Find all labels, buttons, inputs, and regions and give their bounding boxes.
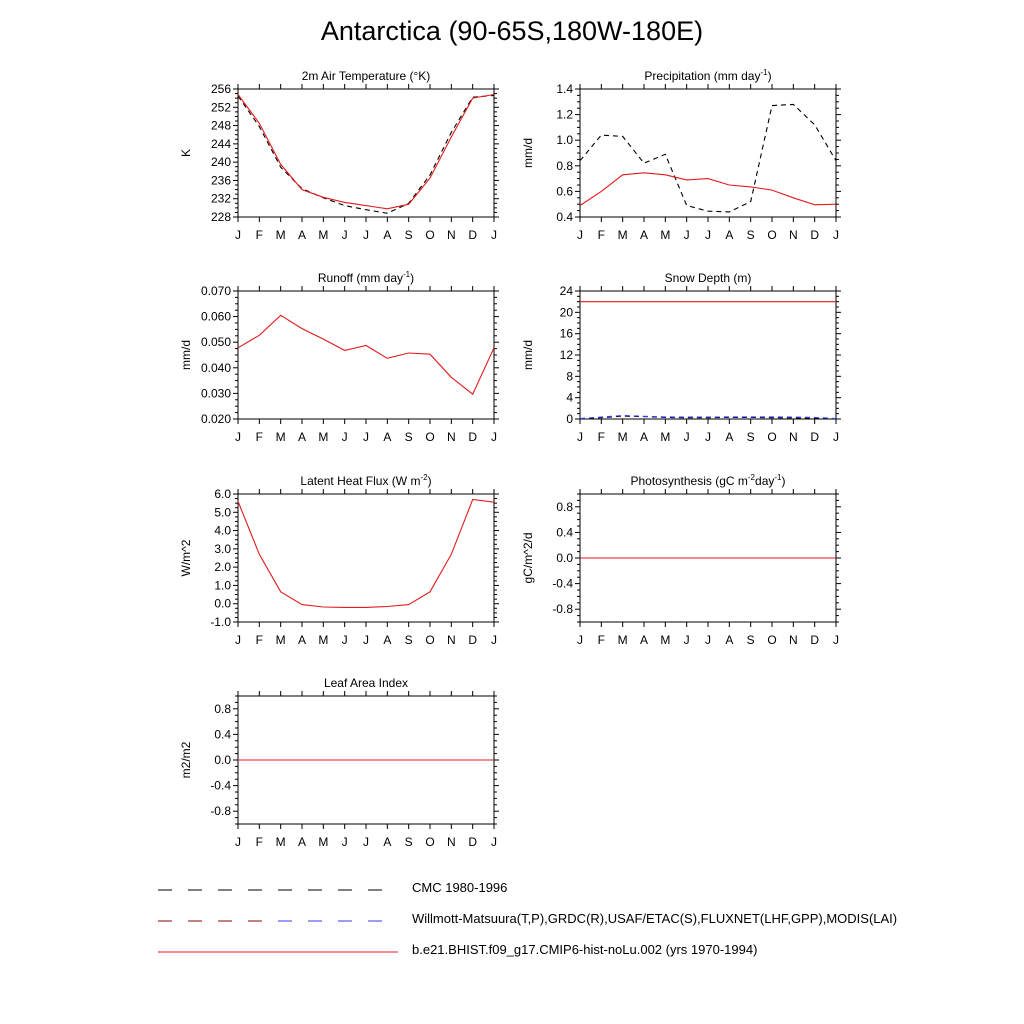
- y-tick-label: 0.8: [214, 701, 231, 716]
- legend-label: b.e21.BHIST.f09_g17.CMIP6-hist-noLu.002 (yrs 1970-1994): [412, 942, 758, 957]
- y-tick-label: 0.8: [556, 499, 573, 514]
- x-tick-label: A: [639, 228, 649, 242]
- x-tick-label: J: [491, 228, 497, 242]
- x-tick-label: J: [235, 430, 241, 444]
- x-tick-label: M: [275, 430, 286, 444]
- y-tick-label: 240: [210, 155, 231, 170]
- y-tick-label: 0.030: [200, 386, 231, 401]
- y-tick-label: 0.0: [214, 596, 231, 611]
- panel-title: 2m Air Temperature (°K): [301, 69, 431, 83]
- y-tick-label: 1.0: [214, 578, 231, 593]
- y-tick-label: 8: [566, 369, 573, 384]
- y-tick-label: 0.040: [200, 360, 231, 375]
- x-tick-label: J: [491, 430, 497, 444]
- x-tick-label: M: [318, 633, 329, 647]
- x-tick-label: M: [275, 228, 286, 242]
- y-tick-label: 256: [210, 82, 231, 96]
- x-tick-label: A: [297, 633, 307, 647]
- y-axis-label: W/m^2: [179, 539, 193, 577]
- x-tick-label: A: [725, 633, 734, 647]
- x-tick-label: D: [810, 430, 820, 444]
- x-tick-label: J: [341, 228, 348, 242]
- y-axis-label: gC/m^2/d: [521, 532, 535, 584]
- x-tick-label: N: [788, 633, 798, 647]
- x-tick-label: J: [705, 633, 711, 647]
- y-axis-label: mm/d: [521, 340, 535, 370]
- y-tick-label: 4.0: [214, 523, 231, 538]
- x-tick-label: J: [833, 430, 839, 444]
- legend-swatch: [158, 911, 403, 927]
- x-tick-label: S: [746, 633, 755, 647]
- x-tick-label: A: [297, 430, 307, 444]
- y-tick-label: 0.4: [556, 210, 573, 224]
- x-tick-label: M: [275, 633, 286, 647]
- x-tick-label: J: [341, 633, 348, 647]
- x-tick-label: J: [833, 228, 839, 242]
- x-tick-label: A: [725, 228, 734, 242]
- x-tick-label: J: [683, 430, 690, 444]
- x-tick-label: S: [404, 228, 413, 242]
- x-tick-label: J: [341, 430, 348, 444]
- figure-title: Antarctica (90-65S,180W-180E): [320, 16, 704, 46]
- panel-title: Runoff (mm day$^{-1}$): [317, 270, 415, 285]
- y-tick-label: 228: [210, 210, 231, 224]
- y-tick-label: 3.0: [214, 541, 231, 556]
- x-tick-label: J: [683, 228, 690, 242]
- x-tick-label: O: [425, 633, 435, 647]
- x-tick-label: A: [383, 835, 392, 849]
- y-tick-label: 12: [559, 348, 573, 362]
- x-tick-label: M: [660, 430, 671, 444]
- x-tick-label: A: [297, 228, 307, 242]
- x-tick-label: A: [297, 835, 307, 849]
- y-tick-label: 0.070: [200, 284, 231, 298]
- y-tick-label: 1.4: [556, 82, 573, 96]
- x-tick-label: D: [810, 633, 820, 647]
- x-tick-label: J: [363, 430, 369, 444]
- y-tick-label: -0.8: [552, 602, 573, 617]
- panel-frame: [238, 494, 494, 622]
- x-tick-label: S: [404, 430, 413, 444]
- x-tick-label: M: [617, 228, 628, 242]
- y-axis-label: mm/d: [521, 138, 535, 168]
- x-tick-label: A: [639, 633, 649, 647]
- legend-label: Willmott-Matsuura(T,P),GRDC(R),USAF/ETAC(S),FLUXNET(LHF,GPP),MODIS(LAI): [412, 911, 898, 926]
- y-tick-label: 20: [559, 305, 573, 320]
- panel-5: [521, 473, 841, 647]
- y-tick-label: 0.6: [556, 184, 573, 199]
- y-tick-label: -0.4: [210, 778, 231, 793]
- x-tick-label: O: [767, 228, 777, 242]
- x-tick-label: A: [639, 430, 649, 444]
- panel-6: [179, 676, 499, 849]
- x-tick-label: J: [491, 835, 497, 849]
- y-tick-label: 24: [559, 284, 573, 298]
- series-line-0: [238, 315, 494, 394]
- y-tick-label: 0.0: [214, 753, 231, 767]
- y-tick-label: 0.4: [556, 525, 573, 540]
- panel-title: Precipitation (mm day$^{-1}$): [644, 68, 772, 83]
- y-axis-label: mm/d: [179, 340, 193, 370]
- x-tick-label: J: [683, 633, 690, 647]
- x-tick-label: F: [255, 228, 264, 242]
- y-tick-label: 5.0: [214, 505, 231, 520]
- series-line-0: [238, 500, 494, 608]
- x-tick-label: J: [235, 633, 241, 647]
- x-tick-label: N: [446, 633, 456, 647]
- x-tick-label: O: [425, 228, 435, 242]
- y-tick-label: 6.0: [214, 487, 231, 501]
- x-tick-label: J: [833, 633, 839, 647]
- x-tick-label: J: [235, 835, 241, 849]
- x-tick-label: M: [275, 835, 286, 849]
- x-tick-label: J: [363, 228, 369, 242]
- x-tick-label: M: [617, 633, 628, 647]
- x-tick-label: N: [446, 430, 456, 444]
- x-tick-label: M: [660, 633, 671, 647]
- x-tick-label: S: [746, 430, 755, 444]
- x-tick-label: J: [341, 835, 348, 849]
- panel-frame: [238, 89, 494, 217]
- series-line-1: [580, 104, 836, 211]
- panel-title: Snow Depth (m): [664, 271, 752, 285]
- x-tick-label: O: [425, 430, 435, 444]
- legend-label: CMC 1980-1996: [412, 880, 508, 895]
- x-tick-label: D: [468, 430, 478, 444]
- panel-frame: [580, 291, 836, 419]
- panel-0: [179, 69, 499, 242]
- x-tick-label: A: [383, 633, 392, 647]
- x-tick-label: J: [577, 430, 583, 444]
- x-tick-label: D: [468, 228, 478, 242]
- x-tick-label: M: [318, 228, 329, 242]
- x-tick-label: D: [468, 633, 478, 647]
- x-tick-label: F: [255, 430, 264, 444]
- legend-swatch: [158, 880, 403, 896]
- x-tick-label: S: [404, 835, 413, 849]
- y-tick-label: 0.0: [556, 551, 573, 565]
- x-tick-label: M: [318, 835, 329, 849]
- y-tick-label: 0.4: [214, 727, 231, 742]
- y-tick-label: -1.0: [210, 615, 231, 629]
- series-line-1: [238, 95, 494, 213]
- x-tick-label: S: [746, 228, 755, 242]
- x-tick-label: F: [597, 430, 606, 444]
- panel-4: [179, 473, 499, 647]
- x-tick-label: J: [705, 228, 711, 242]
- x-tick-label: O: [767, 430, 777, 444]
- y-tick-label: -0.4: [552, 576, 573, 591]
- y-tick-label: 16: [559, 326, 573, 341]
- x-tick-label: D: [468, 835, 478, 849]
- x-tick-label: A: [383, 430, 392, 444]
- panel-title: Leaf Area Index: [323, 676, 409, 690]
- x-tick-label: J: [577, 228, 583, 242]
- x-tick-label: J: [491, 633, 497, 647]
- y-tick-label: 236: [210, 173, 231, 188]
- panel-title: Photosynthesis (gC $m^{-2}day^{-1}$): [630, 473, 786, 488]
- x-tick-label: S: [404, 633, 413, 647]
- x-tick-label: M: [318, 430, 329, 444]
- x-tick-label: J: [363, 633, 369, 647]
- x-tick-label: N: [788, 430, 798, 444]
- y-tick-label: -0.8: [210, 804, 231, 819]
- panel-title: Latent Heat Flux (W $m^{-2}$): [300, 473, 432, 488]
- x-tick-label: A: [725, 430, 734, 444]
- x-tick-label: N: [446, 835, 456, 849]
- panel-frame: [238, 291, 494, 419]
- y-tick-label: 232: [210, 191, 231, 206]
- panel-2: [179, 270, 499, 444]
- x-tick-label: F: [255, 835, 264, 849]
- y-tick-label: 0.8: [556, 158, 573, 173]
- y-tick-label: 0.050: [200, 335, 231, 350]
- series-line-0: [580, 173, 836, 206]
- y-tick-label: 1.2: [556, 107, 573, 122]
- x-tick-label: F: [597, 228, 606, 242]
- panel-3: [521, 271, 841, 444]
- y-tick-label: 1.0: [556, 133, 573, 148]
- panel-1: [521, 68, 841, 242]
- x-tick-label: N: [788, 228, 798, 242]
- y-tick-label: 0: [566, 412, 573, 426]
- y-tick-label: 0.060: [200, 309, 231, 324]
- x-tick-label: M: [617, 430, 628, 444]
- x-tick-label: D: [810, 228, 820, 242]
- x-tick-label: J: [705, 430, 711, 444]
- x-tick-label: J: [235, 228, 241, 242]
- x-tick-label: O: [767, 633, 777, 647]
- x-tick-label: N: [446, 228, 456, 242]
- x-tick-label: M: [660, 228, 671, 242]
- y-axis-label: m2/m2: [179, 741, 193, 779]
- y-axis-label: K: [179, 148, 193, 158]
- x-tick-label: O: [425, 835, 435, 849]
- y-tick-label: 244: [210, 136, 231, 151]
- x-tick-label: J: [363, 835, 369, 849]
- x-tick-label: A: [383, 228, 392, 242]
- y-tick-label: 2.0: [214, 560, 231, 575]
- series-line-0: [238, 95, 494, 209]
- x-tick-label: F: [255, 633, 264, 647]
- x-tick-label: J: [577, 633, 583, 647]
- y-tick-label: 248: [210, 118, 231, 133]
- y-tick-label: 4: [566, 390, 573, 405]
- y-tick-label: 252: [210, 100, 231, 115]
- legend-swatch: [158, 942, 403, 958]
- x-tick-label: F: [597, 633, 606, 647]
- y-tick-label: 0.020: [200, 412, 231, 426]
